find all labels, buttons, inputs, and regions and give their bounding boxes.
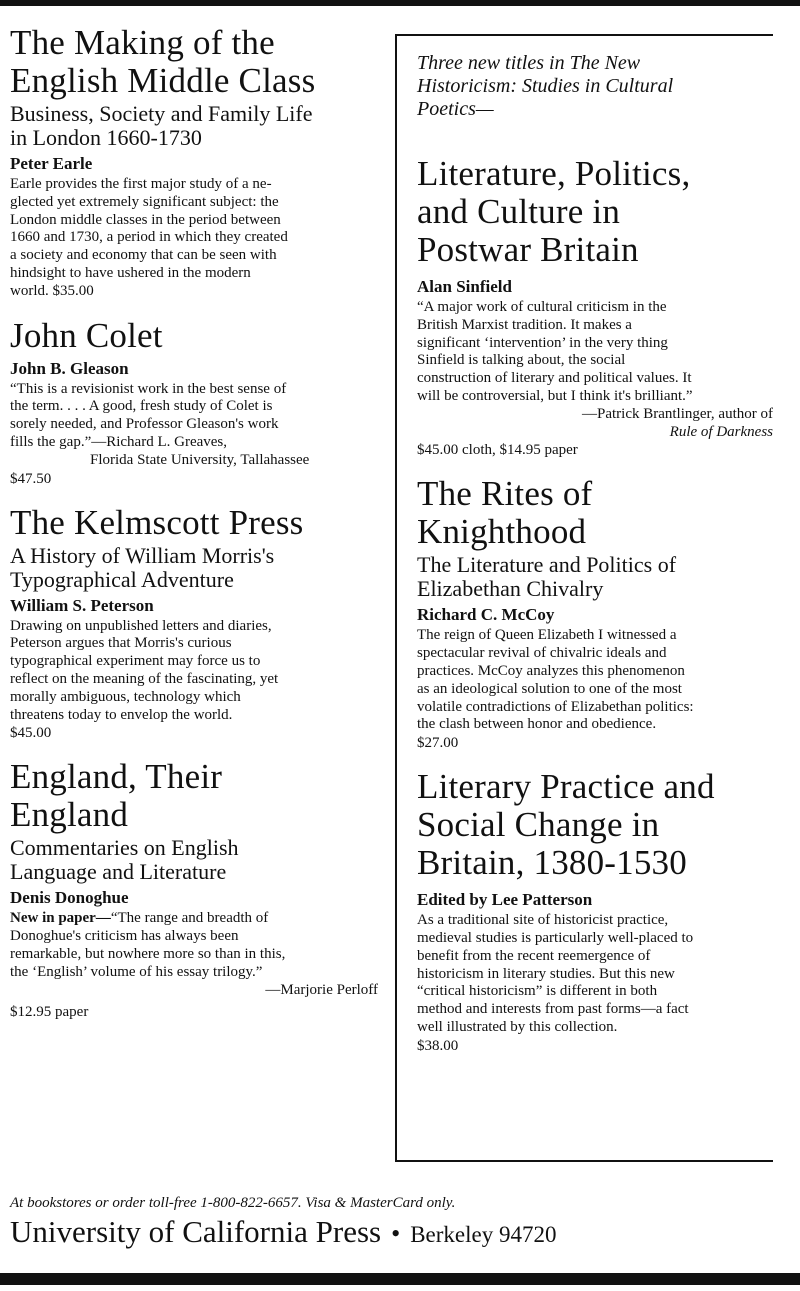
book-description: Drawing on unpublished letters and diaries, Peterson argues that Morris's curious typographical experiment may force us to reflect on the meaning of the fascinating, yet morally ambiguous, technology which threatens today to envelop the world. — [10, 617, 279, 723]
book-title: Literary Practice and Social Change in Britain, 1380-1530 — [417, 767, 715, 883]
book-price: $47.50 — [10, 470, 52, 487]
book-author: Alan Sinfield — [417, 277, 512, 296]
book-making-of-middle-class — [10, 24, 378, 301]
publisher-city: Berkeley 94720 — [410, 1222, 557, 1247]
quote-attribution: —Patrick Brantlinger, author of — [581, 405, 773, 422]
book-subtitle: The Literature and Politics of Elizabethan Chivalry — [417, 552, 677, 602]
footer — [10, 1194, 790, 1253]
book-england-their-england — [10, 758, 378, 1021]
book-description: Earle provides the first major study of a ne- glected yet extremely significant subject: the London middle classes in the period between 1660 and 1730, a period in which they created a society and economy that can be seen with hindsight to have ushered in the modern world. $35.00 — [10, 176, 288, 299]
book-title: The Kelmscott Press — [10, 502, 304, 542]
book-author: William S. Peterson — [10, 595, 154, 615]
book-author: Richard C. McCoy — [417, 605, 555, 625]
book-subtitle: Business, Society and Family Life in London 1660-1730 — [10, 101, 313, 150]
book-description: The reign of Queen Elizabeth I witnessed a spectacular revival of chivalric ideals and practices. McCoy analyzes this phenomenon as an ideological solution to one of the most volatile contradictions of Elizabethan politics: the clash between honor and obedience. — [417, 627, 694, 733]
new-in-paper-label: New in paper— — [10, 910, 111, 927]
attribution-book-title: Rule of Darkness — [669, 423, 773, 440]
book-literature-politics-culture — [417, 155, 773, 459]
top-rule — [0, 0, 800, 6]
book-subtitle: A History of William Morris's Typographical Adventure — [10, 542, 275, 592]
book-title: John Colet — [10, 315, 163, 355]
book-price: $38.00 — [417, 1037, 459, 1054]
book-john-colet — [10, 317, 378, 488]
book-editor: Edited by Lee Patterson — [417, 890, 593, 910]
quote-attribution: —Marjorie Perloff — [265, 981, 378, 998]
book-price: $45.00 cloth, $14.95 paper — [417, 442, 578, 459]
book-description: As a traditional site of historicist practice, medieval studies is particularly well-placed to benefit from the recent reemergence of historicism in literary studies. But this new “critical historicism” is different in both method and interests from past forms—a fact well illustrated by this collection. — [417, 912, 694, 1035]
book-title: Literature, Politics, and Culture in Postwar Britain — [417, 154, 691, 269]
bullet-separator: • — [391, 1219, 401, 1248]
book-price: $45.00 — [10, 725, 52, 742]
series-intro: Three new titles in The New Historicism: Studies in Cultural Poetics— — [417, 52, 674, 120]
book-price: $12.95 paper — [10, 1004, 89, 1021]
publisher-line — [10, 1214, 790, 1253]
book-subtitle: Commentaries on English Language and Literature — [10, 835, 239, 885]
book-title: The Making of the English Middle Class — [10, 23, 316, 100]
book-price: $27.00 — [417, 735, 459, 752]
book-kelmscott-press — [10, 504, 378, 743]
book-author: John B. Gleason — [10, 358, 129, 378]
book-quote: “This is a revisionist work in the best sense of the term. . . . A good, fresh study of Colet is sorely needed, and Professor Gleason's work fills the gap.”—Richard L. Greaves, Florida State University, Tallahassee — [10, 381, 378, 470]
book-title: England, Their England — [10, 757, 223, 835]
book-quote: “A major work of cultural criticism in the British Marxist tradition. It makes a significant ‘intervention’ in the very thing Sinfield is talking about, the social construction of literary and political values. It will be controversial, but I think it's brilliant.” —Patrick Brantlinger, author of Rule of Darkness — [417, 299, 773, 440]
right-column-box — [395, 34, 773, 1162]
quote-attribution: Florida State University, Tallahassee — [90, 451, 310, 468]
book-title: The Rites of Knighthood — [417, 474, 593, 552]
book-rites-of-knighthood — [417, 475, 773, 752]
book-quote: New in paper—“The range and breadth of Donoghue's criticism has always been remarkable, but nowhere more so than in this, the ‘English’ volume of his essay trilogy.” —Marjorie Perloff — [10, 910, 378, 998]
book-author: Denis Donoghue — [10, 888, 129, 908]
left-column — [10, 24, 378, 1037]
bottom-rule — [0, 1273, 800, 1285]
publisher-name: University of California Press — [10, 1214, 382, 1249]
book-author: Peter Earle — [10, 154, 93, 173]
book-literary-practice — [417, 768, 773, 1055]
order-note: At bookstores or order toll-free 1-800-822-6657. Visa & MasterCard only. — [10, 1195, 456, 1211]
